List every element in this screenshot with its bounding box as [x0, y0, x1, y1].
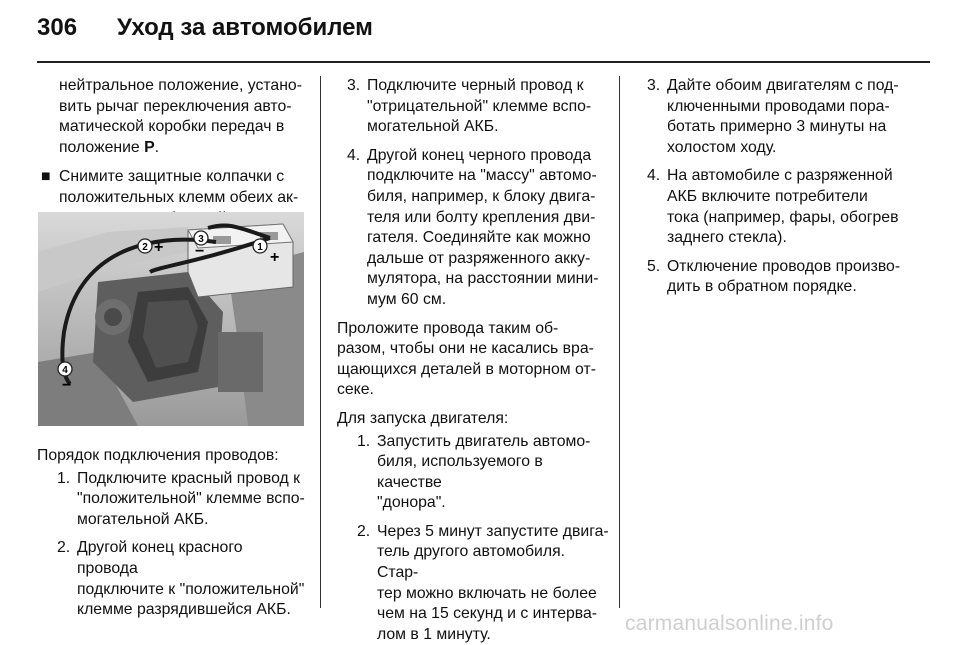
text-line: нейтральное положение, устано- — [59, 77, 302, 94]
callout-label: 3 — [198, 234, 204, 245]
column-1 — [37, 76, 305, 229]
plus-sign: + — [270, 249, 280, 266]
text-line: положение P. — [59, 138, 160, 156]
jump-start-illustration — [38, 212, 304, 426]
callout-label: 2 — [142, 242, 148, 253]
list-item: 1. Подключите красный провод к "положительной" клемме вспо- могательной АКБ. — [57, 469, 305, 528]
list-item: 1. Запустить двигатель автомо- биля, используемого в качестве "донора". — [357, 432, 591, 512]
start-heading: Для запуска двигателя: — [337, 409, 509, 427]
list-item: 3. Подключите черный провод к "отрицательной" клемме вспо- могательной АКБ. — [347, 77, 592, 136]
text-line: матической коробки передач в — [59, 118, 285, 136]
minus-sign: − — [62, 377, 72, 394]
plus-sign: + — [154, 239, 164, 256]
caption-heading: Порядок подключения проводов: — [37, 447, 279, 464]
text-line: вить рычаг переключения авто- — [59, 97, 292, 115]
gear-letter: P — [144, 138, 155, 156]
engine-bay-drawing — [38, 212, 304, 426]
callout-label: 4 — [62, 365, 68, 376]
list-item: 4. На автомобиле с разряженной АКБ включите потребители тока (например, фары, обогрев заднего стекла). — [647, 167, 899, 247]
continuation-text — [37, 76, 305, 158]
list-item: 2. Другой конец красного провода подключите к "положительной" клемме разрядившейся АКБ. — [57, 539, 305, 619]
column-divider — [320, 76, 321, 608]
header-rule — [37, 61, 930, 63]
callout-label: 1 — [257, 242, 263, 253]
connection-order — [37, 446, 305, 621]
list-item: 5. Отключение проводов произво- дить в обратном порядке. — [647, 257, 901, 296]
column-3 — [637, 76, 915, 298]
list-item: 3. Дайте обоим двигателям с под- ключенными проводами пора- ботать примерно 3 минуты на холостом ходу. — [647, 77, 899, 156]
page-header — [37, 14, 373, 50]
routing-paragraph: Проложите провода таким об- разом, чтобы они не касались вра- щающихся деталей в моторном от- секе. — [337, 319, 596, 399]
page-title: Уход за автомобилем — [117, 14, 373, 41]
minus-sign: − — [195, 243, 205, 260]
text-line: Снимите защитные колпачки с — [59, 168, 285, 186]
page-number: 306 — [37, 14, 78, 41]
list-item: 4. Другой конец черного провода подключите на "массу" автомо- биля, например, к блоку двига- теля или болту крепления дви- гателя. Соединяйте как можно дальше от разряженного акку- мулятора, на расстоянии мини- мум 60 см. — [347, 146, 599, 308]
side-unit — [218, 332, 263, 392]
list-item: 2. Через 5 минут запустите двига- тель другого автомобиля. Стар- тер можно включать не более чем на 15 секунд и с интерва- лом в 1 минуту. — [357, 522, 609, 643]
column-2 — [337, 76, 609, 645]
bullet-mark: ■ — [41, 168, 51, 186]
text-line: положительных клемм обеих ак- — [59, 188, 299, 206]
column-divider — [619, 76, 620, 608]
watermark: carmanualsonline.info — [625, 612, 834, 635]
